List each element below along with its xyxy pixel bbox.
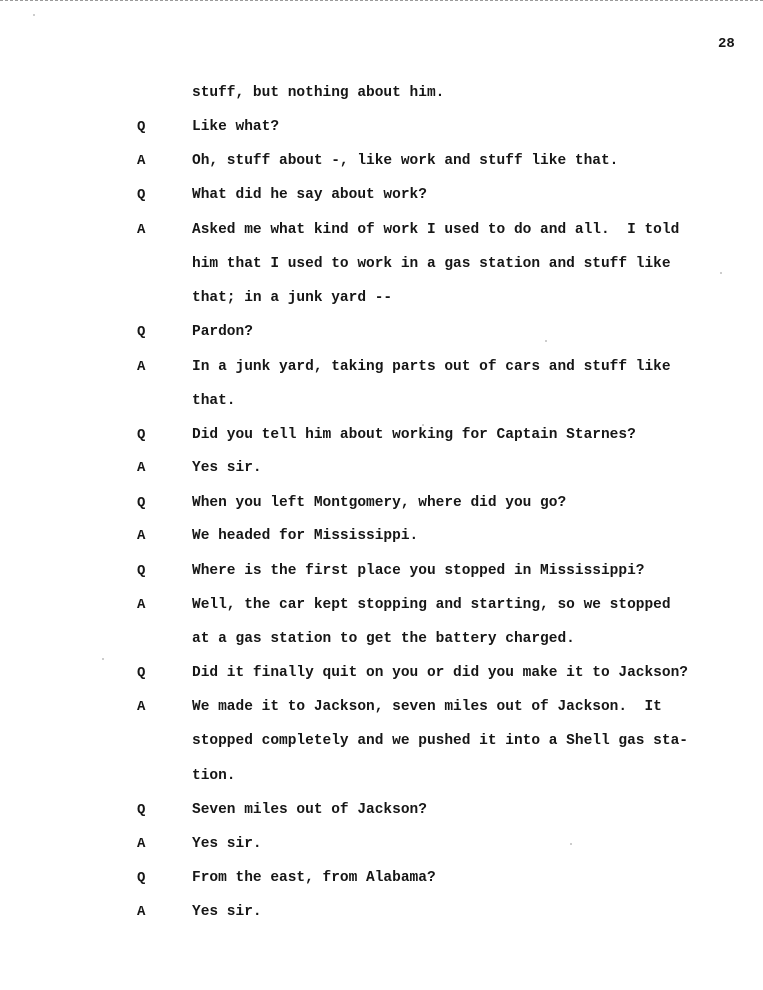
question-marker: Q	[137, 563, 146, 579]
question-marker: Q	[137, 665, 146, 681]
answer-marker: A	[137, 836, 146, 852]
line-text: Oh, stuff about -, like work and stuff like that.	[192, 153, 619, 169]
scan-speck	[33, 14, 35, 16]
question-marker: Q	[137, 802, 146, 818]
scan-speck	[545, 340, 547, 342]
line-text: tion.	[192, 768, 236, 784]
line-text: Yes sir.	[192, 460, 262, 476]
line-text: stopped completely and we pushed it into a Shell gas sta-	[192, 733, 688, 749]
question-marker: Q	[137, 427, 146, 443]
scan-speck	[102, 658, 104, 660]
answer-marker: A	[137, 460, 146, 476]
answer-marker: A	[137, 222, 146, 238]
line-text: at a gas station to get the battery charged.	[192, 631, 575, 647]
answer-marker: A	[137, 359, 146, 375]
line-text: From the east, from Alabama?	[192, 870, 436, 886]
line-text: Asked me what kind of work I used to do and all. I told	[192, 222, 680, 238]
answer-marker: A	[137, 528, 146, 544]
top-border	[0, 0, 763, 1]
line-text: We headed for Mississippi.	[192, 528, 419, 544]
line-text: Where is the first place you stopped in Mississippi?	[192, 563, 645, 579]
answer-marker: A	[137, 904, 146, 920]
question-marker: Q	[137, 495, 146, 511]
scan-speck	[720, 272, 722, 274]
line-text: Did it finally quit on you or did you make it to Jackson?	[192, 665, 688, 681]
line-text: When you left Montgomery, where did you go?	[192, 495, 567, 511]
page-number: 28	[718, 36, 735, 52]
question-marker: Q	[137, 119, 146, 135]
answer-marker: A	[137, 153, 146, 169]
line-text: Yes sir.	[192, 904, 262, 920]
line-text: In a junk yard, taking parts out of cars and stuff like	[192, 359, 671, 375]
line-text: that.	[192, 393, 236, 409]
line-text: We made it to Jackson, seven miles out of Jackson. It	[192, 699, 662, 715]
line-text: What did he say about work?	[192, 187, 427, 203]
question-marker: Q	[137, 870, 146, 886]
question-marker: Q	[137, 187, 146, 203]
line-text: Did you tell him about working for Captain Starnes?	[192, 427, 636, 443]
scan-speck	[422, 424, 424, 426]
answer-marker: A	[137, 597, 146, 613]
question-marker: Q	[137, 324, 146, 340]
line-text: Like what?	[192, 119, 280, 135]
line-text: Well, the car kept stopping and starting, so we stopped	[192, 597, 671, 613]
line-text: Yes sir.	[192, 836, 262, 852]
answer-marker: A	[137, 699, 146, 715]
line-text: stuff, but nothing about him.	[192, 85, 445, 101]
line-text: him that I used to work in a gas station and stuff like	[192, 256, 671, 272]
line-text: Seven miles out of Jackson?	[192, 802, 427, 818]
scan-speck	[570, 843, 572, 845]
line-text: that; in a junk yard --	[192, 290, 393, 306]
line-text: Pardon?	[192, 324, 253, 340]
